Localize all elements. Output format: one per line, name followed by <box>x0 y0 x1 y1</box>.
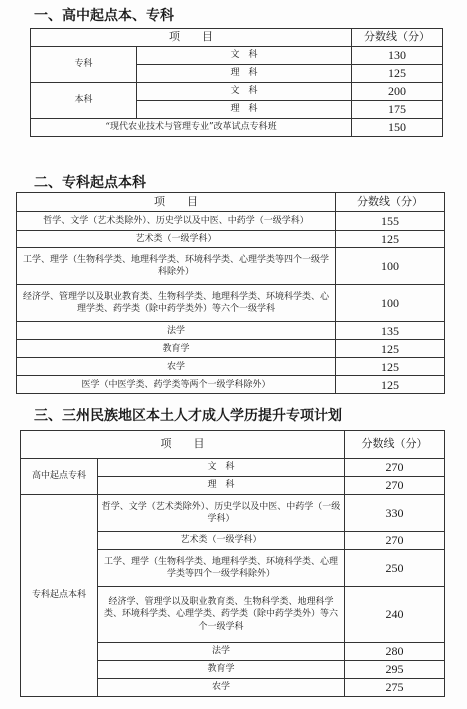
score-value: 135 <box>336 322 445 340</box>
group-label: 专科起点本科 <box>21 495 98 697</box>
row-label: 文 科 <box>98 459 345 477</box>
row-label: 教育学 <box>17 340 336 358</box>
score-value: 175 <box>352 101 443 119</box>
row-label: 工学、理学（生物科学类、地理科学类、环境科学类、心理学类等四个一级学科除外） <box>17 248 336 285</box>
row-label: 哲学、文学（艺术类除外）、历史学以及中医、中药学（一级学科） <box>98 495 345 532</box>
score-value: 125 <box>352 65 443 83</box>
row-label: 艺术类（一级学科） <box>98 532 345 550</box>
row-label: 哲学、文学（艺术类除外）、历史学以及中医、中药学（一级学科） <box>17 212 336 231</box>
score-value: 240 <box>345 587 445 643</box>
row-label: 医学（中医学类、药学类等两个一级学科除外） <box>17 376 336 394</box>
section2-title: 二、专科起点本科 <box>34 175 146 191</box>
score-value: 295 <box>345 661 445 679</box>
score-value: 100 <box>336 248 445 285</box>
section2-table <box>16 192 445 394</box>
score-value: 280 <box>345 643 445 661</box>
score-value: 100 <box>336 285 445 322</box>
score-value: 330 <box>345 495 445 532</box>
header-score: 分数线（分） <box>345 431 445 459</box>
score-value: 125 <box>336 231 445 248</box>
row-label: 法学 <box>98 643 345 661</box>
score-value: 130 <box>352 47 443 65</box>
section1-title: 一、高中起点本、专科 <box>34 8 174 24</box>
score-value: 125 <box>336 376 445 394</box>
row-label: 经济学、管理学以及职业教育类、生物科学类、地理科学类、环境科学类、心理学类、药学类（除中药学类外）等六个一级学科 <box>98 587 345 643</box>
score-value: 275 <box>345 679 445 697</box>
section3-table <box>20 430 445 697</box>
row-label: 农学 <box>17 358 336 376</box>
row-label: 工学、理学（生物科学类、地理科学类、环境科学类、心理学类等四个一级学科除外） <box>98 550 345 587</box>
score-value: 150 <box>352 119 443 137</box>
header-score: 分数线（分） <box>352 29 443 47</box>
section1-table <box>30 28 443 137</box>
score-value: 250 <box>345 550 445 587</box>
score-value: 125 <box>336 358 445 376</box>
group-label: 高中起点专科 <box>21 459 98 495</box>
score-value: 270 <box>345 477 445 495</box>
row-label: 法学 <box>17 322 336 340</box>
row-label: 文 科 <box>137 47 352 65</box>
row-label: 理 科 <box>98 477 345 495</box>
row-label: 理 科 <box>137 101 352 119</box>
header-item: 项 目 <box>17 193 336 212</box>
header-item: 项 目 <box>31 29 352 47</box>
row-label: 理 科 <box>137 65 352 83</box>
row-label: 文 科 <box>137 83 352 101</box>
group-label: 专科 <box>31 47 137 83</box>
score-value: 155 <box>336 212 445 231</box>
row-label: 艺术类（一级学科） <box>17 231 336 248</box>
header-score: 分数线（分） <box>336 193 445 212</box>
score-value: 270 <box>345 532 445 550</box>
row-label: “现代农业技术与管理专业”改革试点专科班 <box>31 119 352 137</box>
row-label: 经济学、管理学以及职业教育类、生物科学类、地理科学类、环境科学类、心理学类、药学类（除中药学类外）等六个一级学科 <box>17 285 336 322</box>
header-item: 项 目 <box>21 431 345 459</box>
score-value: 125 <box>336 340 445 358</box>
score-value: 200 <box>352 83 443 101</box>
score-value: 270 <box>345 459 445 477</box>
row-label: 农学 <box>98 679 345 697</box>
section3-title: 三、三州民族地区本土人才成人学历提升专项计划 <box>34 408 342 424</box>
row-label: 教育学 <box>98 661 345 679</box>
group-label: 本科 <box>31 83 137 119</box>
